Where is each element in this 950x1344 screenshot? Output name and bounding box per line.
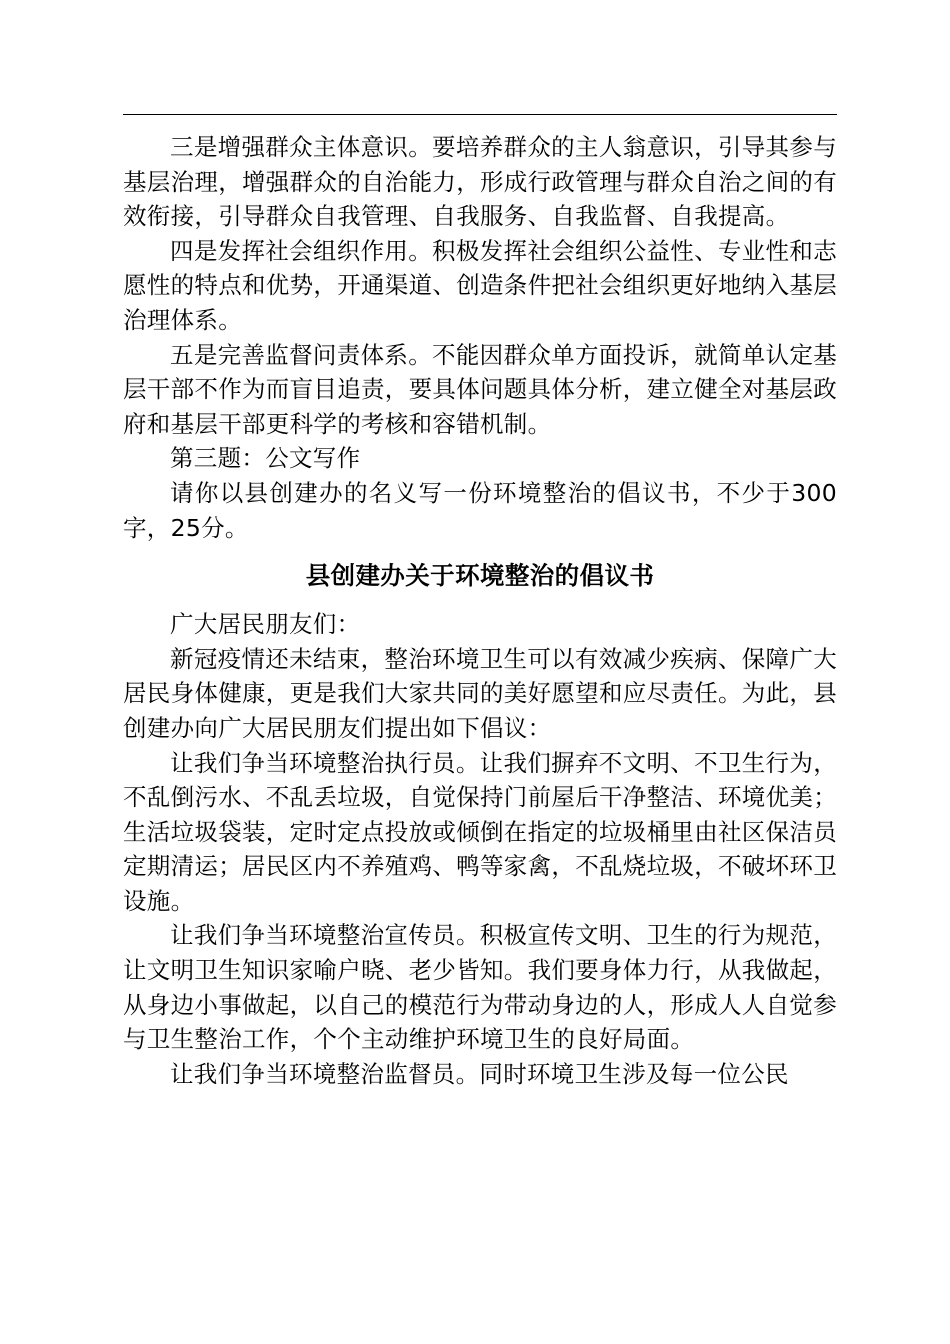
salutation: 广大居民朋友们： (170, 610, 361, 639)
document-body (123, 130, 837, 1091)
question-three-prompt: 请你以县创建办的名义写一份环境整治的倡议书，不少于300字，25分。 (123, 478, 837, 542)
paragraph-point-four: 四是发挥社会组织作用。积极发挥社会组织公益性、专业性和志愿性的特点和优势，开通渠道、创造条件把社会组织更好地纳入基层治理体系。 (123, 236, 837, 334)
paragraph-promoter: 让我们争当环境整治宣传员。积极宣传文明、卫生的行为规范，让文明卫生知识家喻户晓、老少皆知。我们要身体力行，从我做起，从身边小事做起，以自己的模范行为带动身边的人，形成人人自觉参与卫生整治工作，个个主动维护环境卫生的良好局面。 (123, 921, 837, 1054)
question-three-heading: 第三题：公文写作 (170, 444, 361, 473)
paragraph-point-three: 三是增强群众主体意识。要培养群众的主人翁意识，引导其参与基层治理，增强群众的自治能力，形成行政管理与群众自治之间的有效衔接，引导群众自我管理、自我服务、自我监督、自我提高。 (123, 133, 837, 231)
proposal-title: 县创建办关于环境整治的倡议书 (305, 561, 655, 591)
paragraph-supervisor: 让我们争当环境整治监督员。同时环境卫生涉及每一位公民 (170, 1059, 789, 1088)
paragraph-intro: 新冠疫情还未结束，整治环境卫生可以有效减少疾病、保障广大居民身体健康，更是我们大家共同的美好愿望和应尽责任。为此，县创建办向广大居民朋友们提出如下倡议： (123, 644, 837, 742)
paragraph-point-five: 五是完善监督问责体系。不能因群众单方面投诉，就简单认定基层干部不作为而盲目追责，要具体问题具体分析，建立健全对基层政府和基层干部更科学的考核和容错机制。 (123, 340, 837, 438)
paragraph-executor: 让我们争当环境整治执行员。让我们摒弃不文明、不卫生行为，不乱倒污水、不乱丢垃圾，自觉保持门前屋后干净整洁、环境优美；生活垃圾袋装，定时定点投放或倾倒在指定的垃圾桶里由社区保洁员定期清运；居民区内不养殖鸡、鸭等家禽，不乱烧垃圾，不破坏环卫设施。 (123, 748, 837, 915)
header-rule (123, 114, 837, 115)
